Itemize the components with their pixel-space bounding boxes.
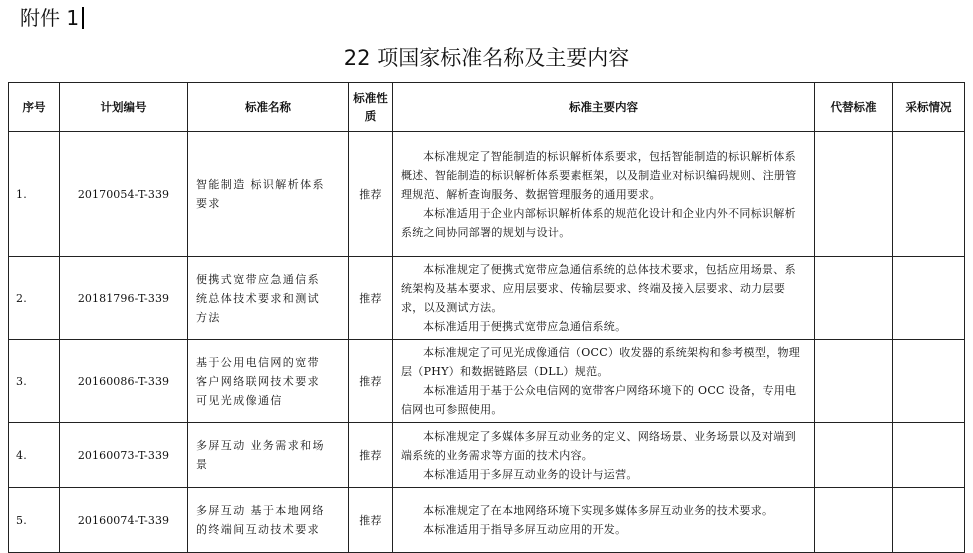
cell-plan-no: 20160073-T-339 xyxy=(60,423,188,488)
attachment-label: 附件 1 xyxy=(20,6,84,30)
content-paragraph: 本标准规定了便携式宽带应急通信系统的总体技术要求，包括应用场景、系统架构及基本要求、应用层要求、传输层要求、终端及接入层要求、动力层要求，以及测试方法。 xyxy=(401,263,796,314)
col-header-adopt: 采标情况 xyxy=(893,83,965,132)
table-row xyxy=(9,423,965,488)
cell-nature: 推荐 xyxy=(349,423,393,488)
cell-seq: 1. xyxy=(9,132,60,257)
cell-plan-no: 20181796-T-339 xyxy=(60,257,188,340)
cell-name: 智能制造 标识解析体系要求 xyxy=(188,132,349,257)
col-header-content: 标准主要内容 xyxy=(393,83,815,132)
cell-plan-no: 20160074-T-339 xyxy=(60,488,188,553)
cell-adopt xyxy=(893,488,965,553)
cell-seq: 3. xyxy=(9,340,60,423)
content-paragraph: 本标准适用于指导多屏互动应用的开发。 xyxy=(423,523,627,536)
cell-plan-no: 20160086-T-339 xyxy=(60,340,188,423)
table-row xyxy=(9,488,965,553)
content-paragraph: 本标准适用于基于公众电信网的宽带客户网络环境下的 OCC 设备，专用电信网也可参照使用。 xyxy=(401,384,797,416)
cell-name: 基于公用电信网的宽带客户网络联网技术要求 可见光成像通信 xyxy=(188,340,349,423)
cell-content xyxy=(393,488,815,553)
col-header-nature: 标准性质 xyxy=(349,83,393,132)
cell-replace xyxy=(815,488,893,553)
content-paragraph: 本标准适用于企业内部标识解析体系的规范化设计和企业内外不同标识解析系统之间协同部署的规划与设计。 xyxy=(401,206,796,239)
standards-table xyxy=(8,82,965,553)
cell-nature: 推荐 xyxy=(349,132,393,257)
cell-adopt xyxy=(893,257,965,340)
cell-adopt xyxy=(893,423,965,488)
col-header-replace: 代替标准 xyxy=(815,83,893,132)
content-paragraph: 本标准适用于多屏互动业务的设计与运营。 xyxy=(423,467,638,481)
table-row xyxy=(9,340,965,423)
cell-content xyxy=(393,132,815,257)
cell-replace xyxy=(815,340,893,423)
cell-plan-no: 20170054-T-339 xyxy=(60,132,188,257)
content-paragraph: 本标准适用于便携式宽带应急通信系统。 xyxy=(423,320,627,333)
document-title: 22 项国家标准名称及主要内容 xyxy=(343,46,630,70)
cell-content xyxy=(393,257,815,340)
cell-name: 便携式宽带应急通信系统总体技术要求和测试方法 xyxy=(188,257,349,340)
col-header-plan-no: 计划编号 xyxy=(60,83,188,132)
cell-content xyxy=(393,340,815,423)
cell-nature: 推荐 xyxy=(349,257,393,340)
content-paragraph: 本标准规定了多媒体多屏互动业务的定义、网络场景、业务场景以及对端到端系统的业务需求等方面的技术内容。 xyxy=(401,429,796,462)
cell-content xyxy=(393,423,815,488)
cell-seq: 2. xyxy=(9,257,60,340)
cell-adopt xyxy=(893,340,965,423)
col-header-name: 标准名称 xyxy=(188,83,349,132)
content-paragraph: 本标准规定了智能制造的标识解析体系要求，包括智能制造的标识解析体系概述、智能制造的标识解析体系要素框架，以及制造业对标识编码规则、注册管理规范、解析查询服务、数据管理服务的通用要求。 xyxy=(401,149,797,201)
cell-replace xyxy=(815,132,893,257)
cell-seq: 4. xyxy=(9,423,60,488)
cell-nature: 推荐 xyxy=(349,340,393,423)
cell-replace xyxy=(815,257,893,340)
content-paragraph: 本标准规定了可见光成像通信（OCC）收发器的系统架构和参考模型，物理层（PHY）和数据链路层（DLL）规范。 xyxy=(401,346,801,378)
col-header-seq: 序号 xyxy=(9,83,60,132)
text-caret xyxy=(82,7,84,29)
cell-seq: 5. xyxy=(9,488,60,553)
cell-name: 多屏互动 业务需求和场景 xyxy=(188,423,349,488)
table-header-row xyxy=(9,83,965,132)
cell-replace xyxy=(815,423,893,488)
cell-nature: 推荐 xyxy=(349,488,393,553)
cell-name: 多屏互动 基于本地网络的终端间互动技术要求 xyxy=(188,488,349,553)
table-row xyxy=(9,132,965,257)
content-paragraph: 本标准规定了在本地网络环境下实现多媒体多屏互动业务的技术要求。 xyxy=(423,504,774,517)
cell-adopt xyxy=(893,132,965,257)
table-row xyxy=(9,257,965,340)
